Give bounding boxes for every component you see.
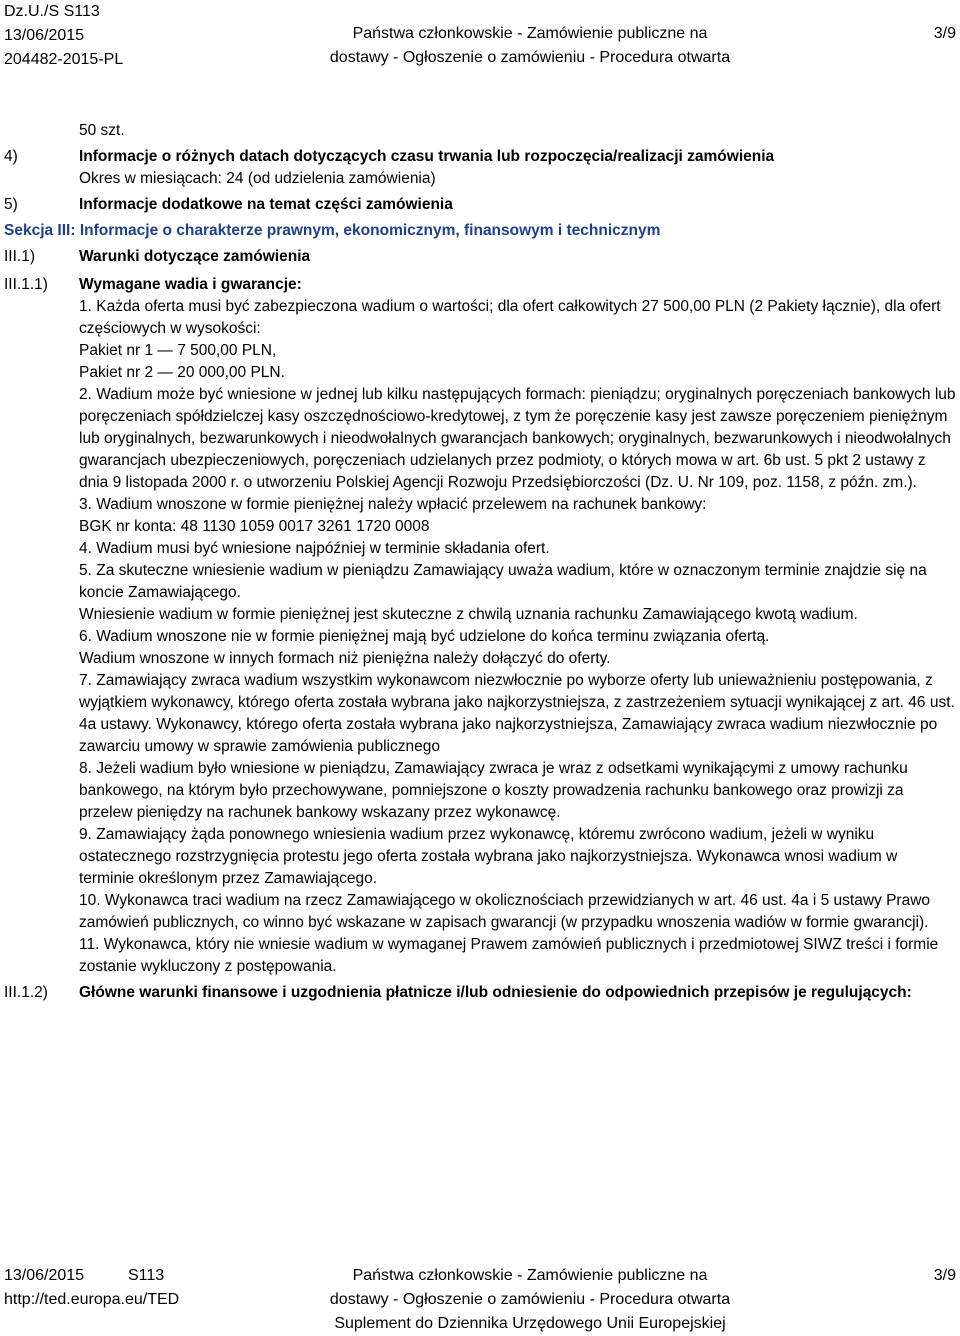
paragraph: Pakiet nr 1 — 7 500,00 PLN, <box>79 342 277 359</box>
paragraph: Wadium wnoszone w innych formach niż pieniężna należy dołączyć do oferty. <box>79 650 611 667</box>
item-4 <box>4 146 956 190</box>
header-title-line2: dostawy - Ogłoszenie o zamówieniu - Procedura otwarta <box>329 49 731 66</box>
item-4-number: 4) <box>4 148 18 165</box>
header-left <box>4 0 123 72</box>
paragraph: 3. Wadium wnoszone w formie pieniężnej należy wpłacić przelewem na rachunek bankowy: <box>79 496 707 513</box>
footer-url: http://ted.europa.eu/TED <box>4 1291 180 1308</box>
section-iii-1-1-title: Wymagane wadia i gwarancje: <box>79 276 302 293</box>
doc-id: Dz.U./S S113 <box>4 3 100 20</box>
item-5 <box>4 194 956 216</box>
section-iii-1-2 <box>4 982 956 1004</box>
footer-page-number: 3/9 <box>933 1267 956 1284</box>
footer-series: S113 <box>128 1267 165 1284</box>
paragraph: Wniesienie wadium w formie pieniężnej jest skuteczne z chwilą uznania rachunku Zamawiającego kwotą wadium. <box>79 606 858 623</box>
paragraph: 9. Zamawiający żąda ponownego wniesienia wadium przez wykonawcę, któremu zwrócono wadium, jeżeli w wyniku ostatecznego rozstrzygnięcia protestu jego oferta została wybrana jako najkorzystniejsza. Wykonawca wnosi wadium w terminie określonym przez Zamawiającego. <box>79 826 898 887</box>
footer-title-line3: Suplement do Dziennika Urzędowego Unii Europejskiej <box>334 1315 726 1332</box>
header-title <box>250 22 810 70</box>
section-iii-1-1-number: III.1.1) <box>4 276 48 293</box>
paragraph: 1. Każda oferta musi być zabezpieczona wadium o wartości; dla ofert całkowitych 27 500,00 PLN (2 Pakiety łącznie), dla ofert częściowych w wysokości: <box>79 298 941 337</box>
paragraph: 11. Wykonawca, który nie wniesie wadium w wymaganej Prawem zamówień publicznych i przedmiotowej SIWZ treści i formie zostanie wykluczony z postępowania. <box>79 936 939 975</box>
footer-date: 13/06/2015 <box>4 1267 85 1284</box>
section-iii-1-title: Warunki dotyczące zamówienia <box>79 248 311 265</box>
paragraph: 2. Wadium może być wniesione w jednej lub kilku następujących formach: pieniądzu; oryginalnych poręczeniach bankowych lub poręczeniach spółdzielczej kasy oszczędnościowo-kredytowej, z tym że poręczenie kasy jest zawsze poręczeniem pieniężnym lub oryginalnych, bezwarunkowych i nieodwołalnych gwarancjach bankowych; oryginalnych, bezwarunkowych i nieodwołalnych gwarancjach ubezpieczeniowych, poręczeniach udzielanych przez podmioty, o których mowa w art. 6b ust. 5 pkt 2 ustawy z dnia 9 listopada 2000 r. o utworzeniu Polskiej Agencji Rozwoju Przedsiębiorczości (Dz. U. Nr 109, poz. 1158, z późn. zm.). <box>79 386 956 491</box>
paragraph: 7. Zamawiający zwraca wadium wszystkim wykonawcom niezwłocznie po wyborze oferty lub unieważnieniu postępowania, z wyjątkiem wykonawcy, którego oferta została wybrana jako najkorzystniejsza, z zastrzeżeniem sytuacji wynikającej z art. 46 ust. 4a ustawy. Wykonawcy, którego oferta została wybrana jako najkorzystniejsza, Zamawiający zwraca wadium niezwłocznie po zawarciu umowy w sprawie zamówienia publicznego <box>79 672 955 755</box>
paragraph: 4. Wadium musi być wniesione najpóźniej w terminie składania ofert. <box>79 540 550 557</box>
paragraph: Pakiet nr 2 — 20 000,00 PLN. <box>79 364 285 381</box>
header-title-line1: Państwa członkowskie - Zamówienie publiczne na <box>352 25 708 42</box>
section-title: Sekcja III: Informacje o charakterze prawnym, ekonomicznym, finansowym i technicznym <box>4 222 661 239</box>
section-iii-1-1 <box>4 274 956 978</box>
paragraph: BGK nr konta: 48 1130 1059 0017 3261 1720 0008 <box>79 518 430 535</box>
item-4-title: Informacje o różnych datach dotyczących czasu trwania lub rozpoczęcia/realizacji zamówienia <box>79 148 775 165</box>
item-4-text: Okres w miesiącach: 24 (od udzielenia zamówienia) <box>79 170 436 187</box>
paragraph: 8. Jeżeli wadium było wniesione w pieniądzu, Zamawiający zwraca je wraz z odsetkami wynikającymi z umowy rachunku bankowego, na którym było przechowywane, pomniejszone o koszty prowadzenia rachunku bankowego oraz prowizji za przelew pieniędzy na rachunek bankowy wskazany przez wykonawcę. <box>79 760 908 821</box>
item-5-number: 5) <box>4 196 18 213</box>
document-content <box>4 120 956 1004</box>
section-iii-1-number: III.1) <box>4 248 36 265</box>
header-page-number: 3/9 <box>933 25 956 42</box>
paragraph: 6. Wadium wnoszone nie w formie pieniężnej mają być udzielone do końca terminu związania ofertą. <box>79 628 770 645</box>
quantity-line: 50 szt. <box>79 122 125 139</box>
footer-title <box>250 1264 810 1336</box>
header-date: 13/06/2015 <box>4 27 85 44</box>
doc-ref: 204482-2015-PL <box>4 51 124 68</box>
footer-title-line2: dostawy - Ogłoszenie o zamówieniu - Procedura otwarta <box>329 1291 731 1308</box>
section-iii-1-2-title: Główne warunki finansowe i uzgodnienia płatnicze i/lub odniesienie do odpowiednich przepisów je regulujących: <box>79 984 912 1001</box>
paragraph: 5. Za skuteczne wniesienie wadium w pieniądzu Zamawiający uważa wadium, które w oznaczonym terminie znajdzie się na koncie Zamawiającego. <box>79 562 927 601</box>
section-iii-1 <box>4 246 956 268</box>
footer-title-line1: Państwa członkowskie - Zamówienie publiczne na <box>352 1267 708 1284</box>
section-iii-1-2-number: III.1.2) <box>4 984 48 1001</box>
paragraph: 10. Wykonawca traci wadium na rzecz Zamawiającego w okolicznościach przewidzianych w art. 46 ust. 4a i 5 ustawy Prawo zamówień publicznych, co winno być wskazane w zapisach gwarancji (w przypadku wnoszenia wadiów w formie gwarancji). <box>79 892 931 931</box>
item-5-title: Informacje dodatkowe na temat części zamówienia <box>79 196 453 213</box>
